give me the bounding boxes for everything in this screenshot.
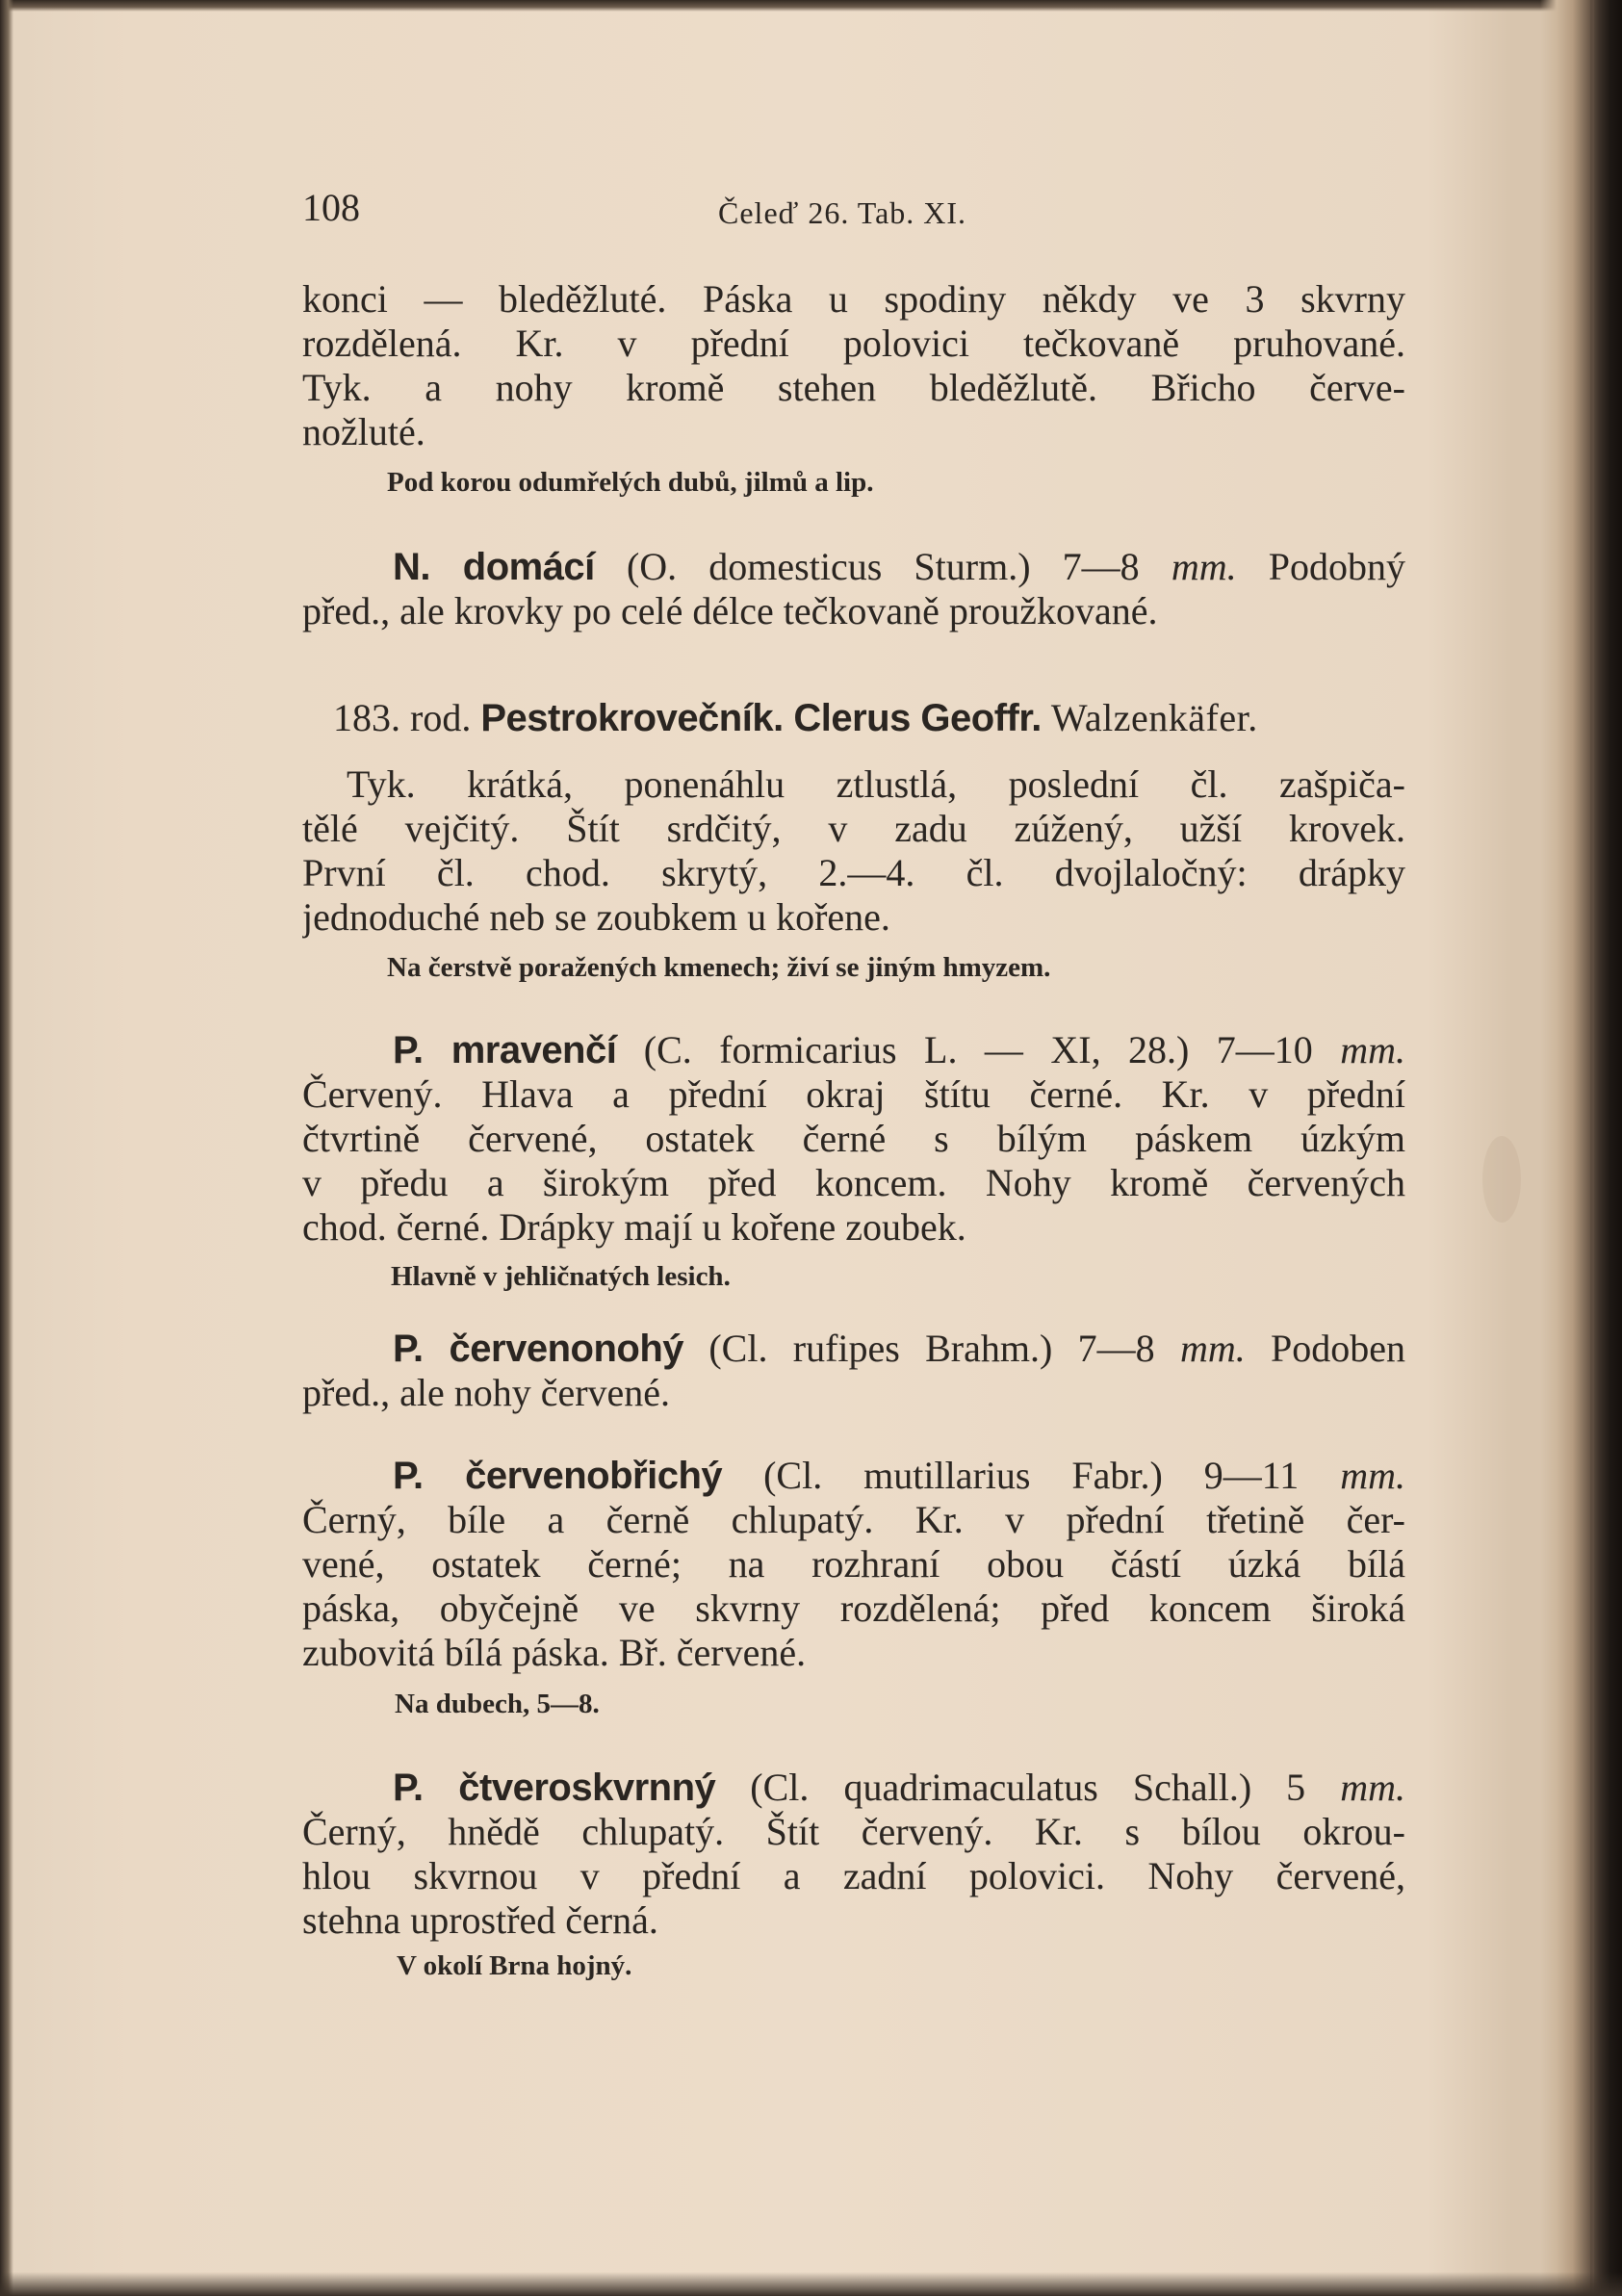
species-name: N. domácí: [393, 546, 595, 588]
genus-heading: [333, 695, 1258, 740]
genus-description: [302, 762, 1405, 940]
species-entry-formicarius: [302, 1028, 1405, 1250]
text-line: stehna uprostřed černá.: [302, 1898, 658, 1942]
genus-german-name: Walzenkäfer.: [1050, 696, 1258, 739]
book-binding-shadow: [1540, 0, 1622, 2296]
species-entry-rufipes: [302, 1327, 1405, 1415]
text-line: Tyk. a nohy kromě stehen bleděžlutě. Břicho červe-: [302, 366, 1405, 409]
species-name: P. červenobřichý: [393, 1455, 723, 1497]
text-line: konci — bleděžluté. Páska u spodiny někdy ve 3 skvrny: [302, 277, 1405, 321]
species-name: P. mravenčí: [393, 1029, 617, 1071]
habitat-note: V okolí Brna hojný.: [397, 1950, 632, 1981]
text-line: v předu a širokým před koncem. Nohy kromě červených: [302, 1161, 1405, 1204]
habitat-note: Hlavně v jehličnatých lesich.: [391, 1261, 731, 1292]
page-bottom-edge: [0, 2272, 1622, 2296]
text-line: čtvrtině červené, ostatek černé s bílým páskem úzkým: [302, 1117, 1405, 1160]
species-name: P. čtveroskvrnný: [393, 1767, 716, 1809]
text-line: P. mravenčí (C. formicarius L. — XI, 28.) 7—10 mm.: [393, 1028, 1405, 1071]
book-binding-line: [1590, 0, 1594, 2296]
page-top-edge: [0, 0, 1622, 12]
text-line: Červený. Hlava a přední okraj štítu černé. Kr. v přední: [302, 1072, 1405, 1116]
text-line: vené, ostatek černé; na rozhraní obou částí úzká bílá: [302, 1542, 1405, 1586]
text-line: Černý, bíle a černě chlupatý. Kr. v přední třetině čer-: [302, 1498, 1405, 1541]
paper-stain: [1482, 1136, 1521, 1223]
text-line: Tyk. krátká, ponenáhlu ztlustlá, poslední čl. zašpiča-: [347, 762, 1405, 806]
page-number: 108: [302, 186, 360, 229]
text-line: páska, obyčejně ve skvrny rozdělená; před koncem široká: [302, 1587, 1405, 1630]
text-line: P. čtveroskvrnný (Cl. quadrimaculatus Schall.) 5 mm.: [393, 1766, 1405, 1809]
text-line: jednoduché neb se zoubkem u kořene.: [302, 895, 890, 939]
text-line: před., ale nohy červené.: [302, 1371, 671, 1414]
habitat-note: Na čerstvě poražených kmenech; živí se jiným hmyzem.: [387, 952, 1051, 983]
text-line: rozdělená. Kr. v přední polovici tečkovaně pruhované.: [302, 322, 1405, 365]
text-line: hlou skvrnou v přední a zadní polovici. Nohy červené,: [302, 1854, 1405, 1897]
text-line: N. domácí (O. domesticus Sturm.) 7—8 mm. Podobný: [393, 545, 1405, 588]
text-line: chod. černé. Drápky mají u kořene zoubek.: [302, 1205, 966, 1249]
habitat-note: Na dubech, 5—8.: [395, 1689, 600, 1719]
text-line: před., ale krovky po celé délce tečkovaně proužkované.: [302, 589, 1158, 632]
text-line: zubovitá bílá páska. Bř. červené.: [302, 1631, 807, 1674]
text-line: tělé vejčitý. Štít srdčitý, v zadu zúžený, užší krovek.: [302, 807, 1405, 850]
species-entry-mutillarius: [302, 1454, 1405, 1675]
text-line: P. červenobřichý (Cl. mutillarius Fabr.) 9—11 mm.: [393, 1454, 1405, 1497]
species-entry-domestic: [302, 545, 1405, 633]
habitat-note: Pod korou odumřelých dubů, jilmů a lip.: [387, 467, 874, 498]
species-name: P. červenonohý: [393, 1328, 684, 1370]
running-title: Čeleď 26. Tab. XI.: [718, 195, 967, 230]
text-line: P. červenonohý (Cl. rufipes Brahm.) 7—8 mm. Podoben: [393, 1327, 1405, 1370]
genus-number: 183. rod.: [333, 696, 472, 739]
species-entry-quadrimaculatus: [302, 1766, 1405, 1943]
paragraph-continuation: [302, 277, 1405, 454]
genus-name: Pestrokrovečník. Clerus Geoffr.: [480, 697, 1042, 739]
text-line: Černý, hnědě chlupatý. Štít červený. Kr. s bílou okrou-: [302, 1810, 1405, 1853]
page-left-edge: [0, 0, 13, 2296]
text-line: nožluté.: [302, 410, 425, 453]
text-line: První čl. chod. skrytý, 2.—4. čl. dvojlaločný: drápky: [302, 851, 1405, 894]
